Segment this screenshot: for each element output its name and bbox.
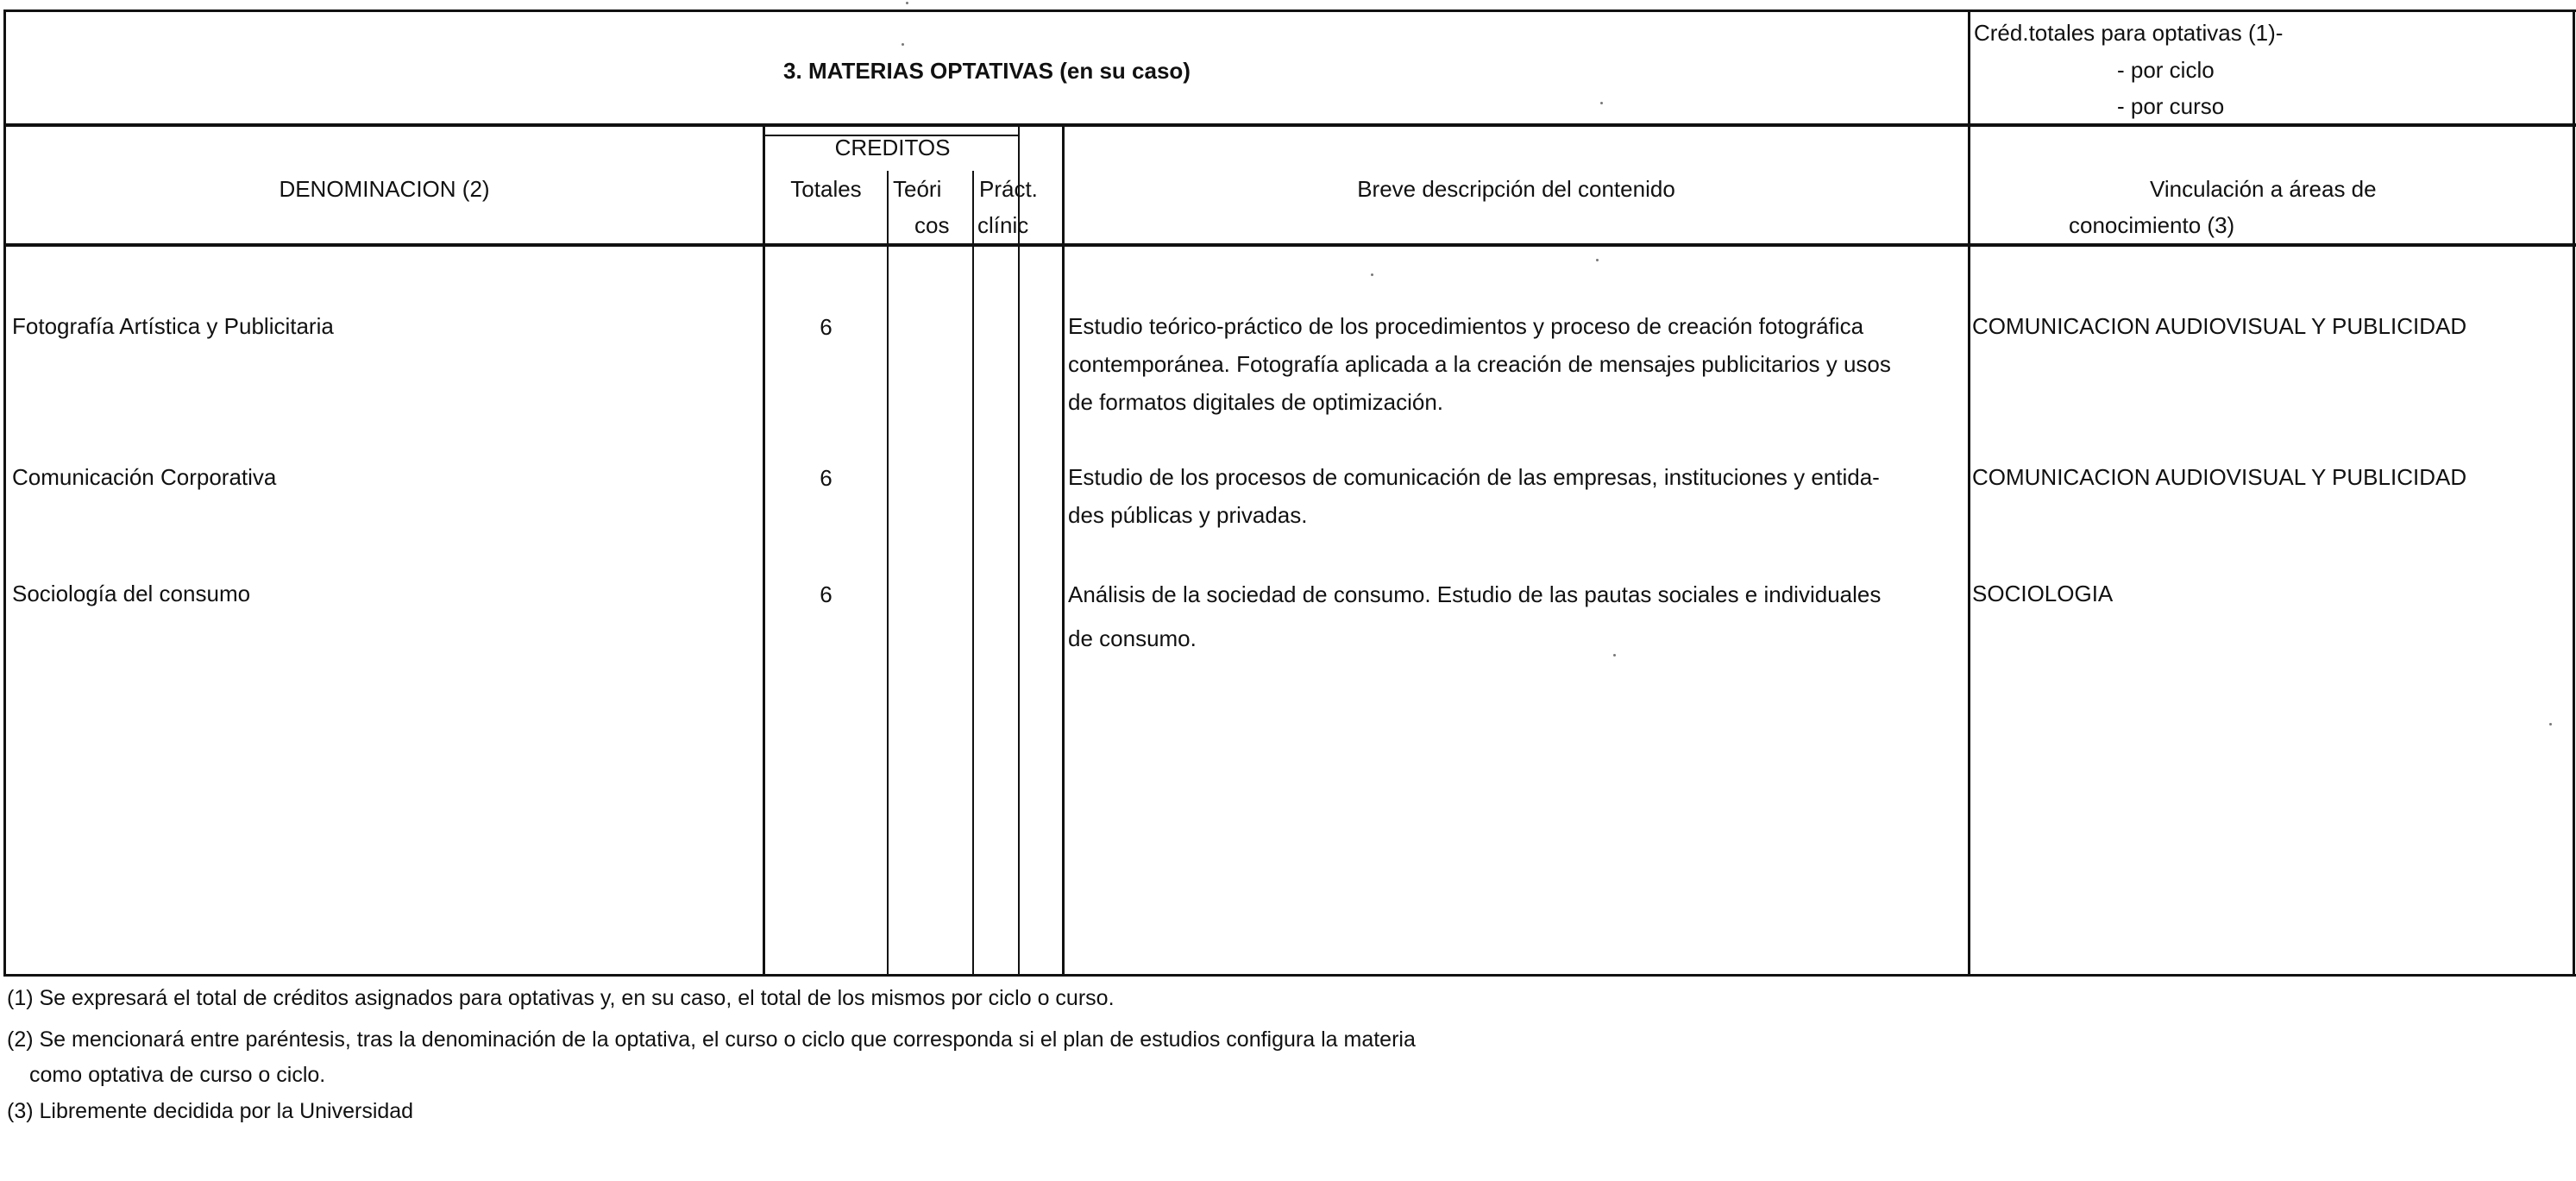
area-cell: COMUNICACION AUDIOVISUAL Y PUBLICIDAD [1972,313,2467,339]
column-header-teoricos-line1: Teóri [893,176,942,202]
por-curso-label: - por curso [2117,93,2225,119]
column-header-vinculacion-line2: conocimiento (3) [2069,212,2235,238]
footnote-2: (2) Se mencionará entre paréntesis, tras la denominación de la optativa, el curso o ciclo que corresponda si el plan de estudios configura la materia [7,1027,1416,1052]
section-title: 3. MATERIAS OPTATIVAS (en su caso) [783,58,1191,84]
column-header-creditos: CREDITOS [834,135,951,160]
area-cell: SOCIOLOGIA [1972,581,2114,606]
column-header-practicos-line1: Práct. [979,176,1038,202]
cred-totales-label: Créd.totales para optativas (1)- [1974,20,2284,46]
footnote-3: (3) Libremente decidida por la Universidad [7,1099,414,1123]
descripcion-line: Estudio teórico-práctico de los procedimientos y proceso de creación fotográfica [1068,313,1864,339]
column-header-vinculacion-line1: Vinculación a áreas de [2150,176,2377,202]
totales-cell: 6 [820,465,832,491]
descripcion-line: de formatos digitales de optimización. [1068,389,1444,415]
column-header-practicos-line2: clínic [977,212,1029,238]
denominacion-cell: Sociología del consumo [12,581,251,606]
denominacion-cell: Comunicación Corporativa [12,464,277,490]
column-header-totales: Totales [790,176,862,202]
scan-speck [1600,102,1603,104]
totales-cell: 6 [820,314,832,340]
column-header-denominacion: DENOMINACION (2) [279,176,490,202]
scan-speck [906,2,908,4]
descripcion-line: des públicas y privadas. [1068,502,1308,528]
scan-speck [2549,723,2552,726]
scan-speck [1371,273,1373,276]
column-header-teoricos-line2: cos [914,212,950,238]
descripcion-line: Análisis de la sociedad de consumo. Estudio de las pautas sociales e individuales [1068,581,1882,607]
column-header-descripcion: Breve descripción del contenido [1357,176,1675,202]
footnote-1: (1) Se expresará el total de créditos asignados para optativas y, en su caso, el total de los mismos por ciclo o curso. [7,986,1115,1010]
descripcion-line: de consumo. [1068,625,1197,651]
por-ciclo-label: - por ciclo [2117,57,2215,83]
denominacion-cell: Fotografía Artística y Publicitaria [12,313,334,339]
scan-speck [1596,259,1599,261]
descripcion-line: Estudio de los procesos de comunicación de las empresas, instituciones y entida- [1068,464,1880,490]
scan-speck [1613,654,1616,656]
totales-cell: 6 [820,581,832,607]
area-cell: COMUNICACION AUDIOVISUAL Y PUBLICIDAD [1972,464,2467,490]
footnote-2-continuation: como optativa de curso o ciclo. [29,1063,326,1087]
scan-speck [902,43,904,46]
descripcion-line: contemporánea. Fotografía aplicada a la creación de mensajes publicitarios y usos [1068,351,1891,377]
